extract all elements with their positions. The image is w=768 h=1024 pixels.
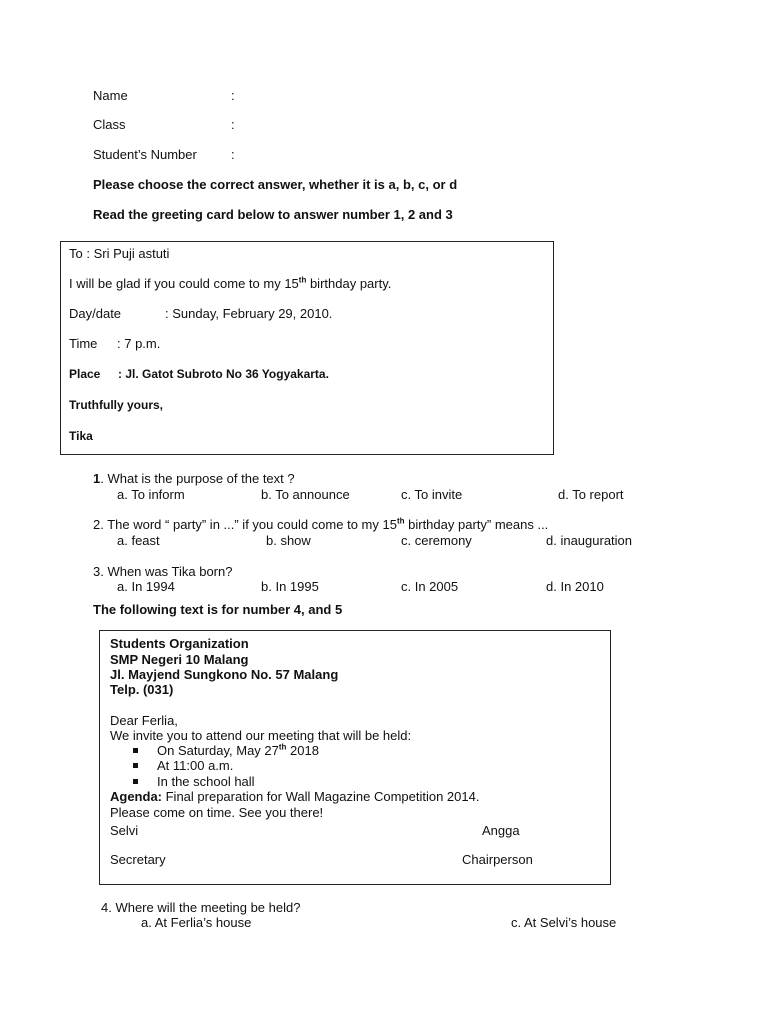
q4-option-a: a. At Ferlia’s house (141, 915, 252, 930)
q1-option-d: d. To report (558, 487, 624, 502)
card-place-value: : Jl. Gatot Subroto No 36 Yogyakarta. (118, 367, 329, 381)
q3-option-a: a. In 1994 (117, 579, 175, 594)
q4-option-c: c. At Selvi’s house (511, 915, 617, 930)
student-number-colon: : (231, 147, 235, 162)
invitation-greeting: Dear Ferlia, (110, 713, 178, 728)
card-time-label: Time (69, 336, 98, 351)
signer-2-role: Chairperson (462, 852, 533, 867)
q2-option-a: a. feast (117, 533, 160, 548)
class-colon: : (231, 117, 235, 132)
bullet-time: At 11:00 a.m. (133, 758, 233, 773)
following-text-heading: The following text is for number 4, and 5 (93, 602, 343, 617)
read-instruction-text: Read the greeting card below to answer number 1, 2 and 3 (93, 207, 453, 222)
invitation-agenda: Agenda: Final preparation for Wall Magazine Competition 2014. (110, 789, 480, 804)
invitation-intro: We invite you to attend our meeting that will be held: (110, 728, 412, 743)
card-day-label: Day/date (69, 306, 122, 321)
name-label: Name (93, 88, 128, 103)
instruction-text: Please choose the correct answer, whether it is a, b, c, or d (93, 177, 458, 192)
question-2: 2. The word “ party” in ...” if you could come to my 15th birthday party” means ... (93, 516, 549, 532)
card-closing: Truthfully yours, (69, 398, 164, 412)
bullet-square-icon (133, 748, 138, 753)
org-line-4: Telp. (031) (110, 682, 174, 697)
card-invitation-line: I will be glad if you could come to my 15th birthday party. (69, 275, 392, 291)
bullet-place: In the school hall (133, 774, 255, 789)
q3-option-c: c. In 2005 (401, 579, 459, 594)
card-time-value: : 7 p.m. (117, 336, 161, 351)
card-place-label: Place (69, 367, 101, 381)
question-1: 1. What is the purpose of the text ? (93, 471, 295, 486)
org-line-3: Jl. Mayjend Sungkono No. 57 Malang (110, 667, 339, 682)
bullet-date: On Saturday, May 27th 2018 (133, 743, 319, 758)
question-3: 3. When was Tika born? (93, 564, 233, 579)
bullet-square-icon (133, 779, 138, 784)
q2-option-c: c. ceremony (401, 533, 472, 548)
name-colon: : (231, 88, 235, 103)
signer-1-name: Selvi (110, 823, 139, 838)
org-line-1: Students Organization (110, 636, 249, 651)
student-number-label: Student’s Number (93, 147, 197, 162)
q1-option-a: a. To inform (117, 487, 185, 502)
q1-option-c: c. To invite (401, 487, 463, 502)
card-day-value: : Sunday, February 29, 2010. (165, 306, 333, 321)
org-line-2: SMP Negeri 10 Malang (110, 652, 249, 667)
q2-option-b: b. show (266, 533, 311, 548)
signer-2-name: Angga (482, 823, 520, 838)
q2-option-d: d. inauguration (546, 533, 633, 548)
q3-option-b: b. In 1995 (261, 579, 319, 594)
signer-1-role: Secretary (110, 852, 166, 867)
card-to: To : Sri Puji astuti (69, 246, 170, 261)
invitation-closing: Please come on time. See you there! (110, 805, 324, 820)
q3-option-d: d. In 2010 (546, 579, 604, 594)
bullet-square-icon (133, 763, 138, 768)
question-4: 4. Where will the meeting be held? (101, 900, 301, 915)
class-label: Class (93, 117, 126, 132)
q1-option-b: b. To announce (261, 487, 350, 502)
card-signature: Tika (69, 429, 93, 443)
